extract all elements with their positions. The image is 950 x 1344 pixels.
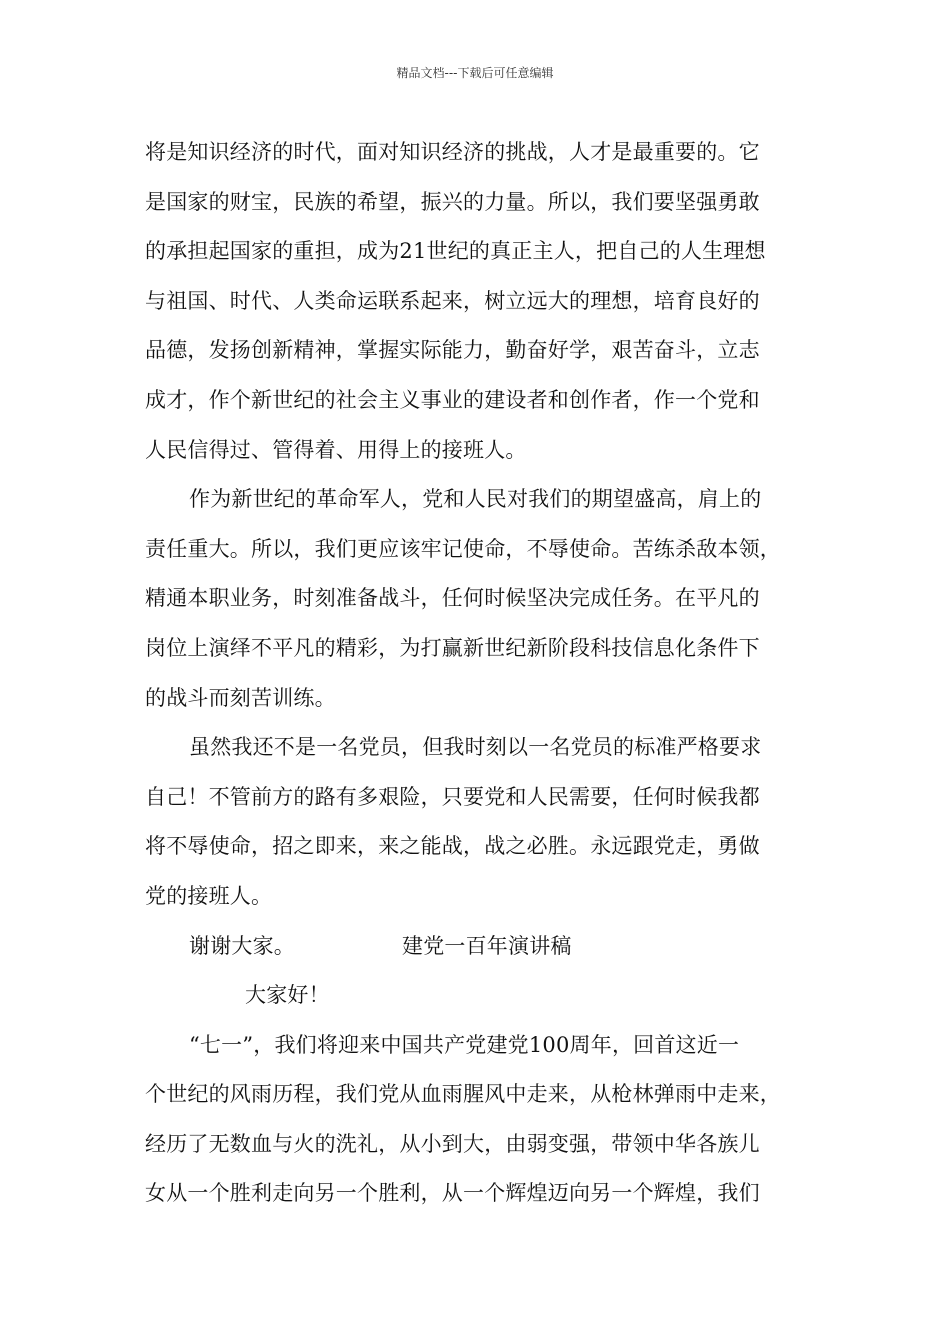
paragraph-start-line: 作为新世纪的革命军人，党和人民对我们的期望盛高，肩上的 <box>189 487 762 512</box>
text-line: 的承担起国家的重担，成为21世纪的真正主人，把自己的人生理想 <box>145 239 766 264</box>
text-line: 是国家的财宝，民族的希望，振兴的力量。所以，我们要坚强勇敢 <box>145 189 760 214</box>
text-line: 将不辱使命，招之即来，来之能战，战之必胜。永远跟党走，勇做 <box>145 834 760 859</box>
text-line: 岗位上演绎不平凡的精彩，为打赢新世纪新阶段科技信息化条件下 <box>145 635 760 660</box>
greeting-line: 大家好！ <box>245 983 330 1008</box>
text-line: 与祖国、时代、人类命运联系起来，树立远大的理想，培育良好的 <box>145 288 760 313</box>
text-line: 党的接班人。 <box>145 883 273 908</box>
text-line: 品德，发扬创新精神，掌握实际能力，勤奋好学，艰苦奋斗，立志 <box>145 338 760 363</box>
text-line: 自己！不管前方的路有多艰险，只要党和人民需要，任何时候我都 <box>145 784 760 809</box>
text-line: 成才，作个新世纪的社会主义事业的建设者和创作者，作一个党和 <box>145 387 760 412</box>
document-body <box>145 128 815 1219</box>
text-line: 经历了无数血与火的洗礼，从小到大，由弱变强，带领中华各族儿 <box>145 1131 760 1156</box>
text-line: 精通本职业务，时刻准备战斗，任何时候坚决完成任务。在平凡的 <box>145 586 760 611</box>
text-line: 人民信得过、管得着、用得上的接班人。 <box>145 437 527 462</box>
text-line: 个世纪的风雨历程，我们党从血雨腥风中走来，从枪林弹雨中走来， <box>145 1082 781 1107</box>
thanks-text: 谢谢大家。 <box>189 933 295 958</box>
page-header: 精品文档---下载后可任意编辑 <box>396 66 554 80</box>
paragraph-start-line: “七一”，我们将迎来中国共产党建党100周年，回首这近一 <box>189 1032 740 1057</box>
text-line: 将是知识经济的时代，面对知识经济的挑战，人才是最重要的。它 <box>145 140 760 164</box>
text-line: 责任重大。所以，我们更应该牢记使命，不辱使命。苦练杀敌本领， <box>145 536 781 561</box>
paragraph-start-line: 虽然我还不是一名党员，但我时刻以一名党员的标准严格要求 <box>189 735 762 760</box>
speech-title: 建党一百年演讲稿 <box>402 933 572 958</box>
text-line: 女从一个胜利走向另一个胜利，从一个辉煌迈向另一个辉煌，我们 <box>145 1181 760 1206</box>
thanks-title-line <box>145 922 815 972</box>
text-line: 的战斗而刻苦训练。 <box>145 685 336 710</box>
